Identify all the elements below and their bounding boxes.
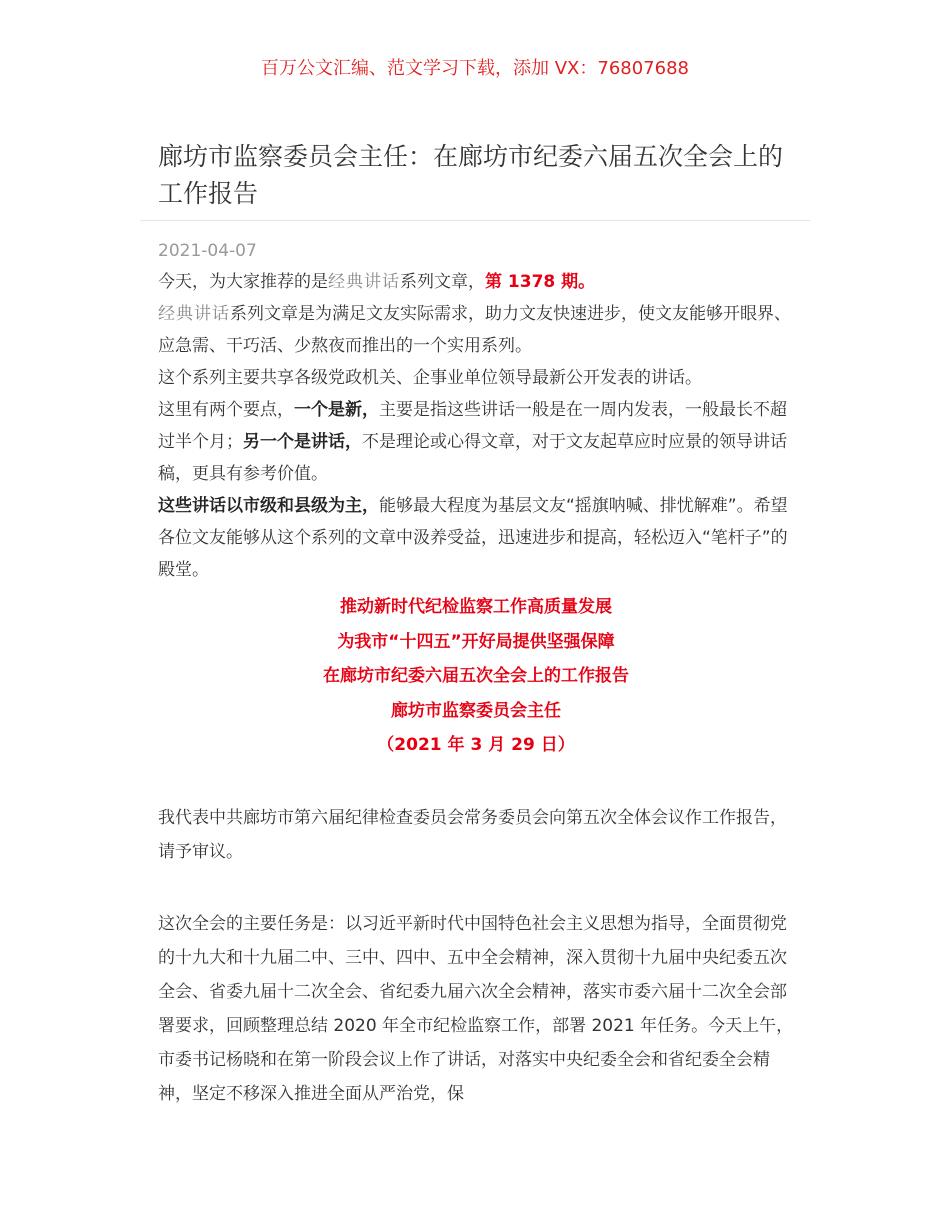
emphasis-text: 一个是新， <box>294 400 379 420</box>
article-title: 廊坊市监察委员会主任：在廊坊市纪委六届五次全会上的工作报告 <box>158 142 784 208</box>
spacer <box>158 763 794 801</box>
intro-paragraph-3: 这个系列主要共享各级党政机关、企事业单位领导最新公开发表的讲话。 <box>158 368 702 388</box>
emphasis-text: 这些讲话以市级和县级为主， <box>158 496 379 516</box>
report-headline-block <box>158 590 794 763</box>
issue-number: 第 1378 期。 <box>485 272 596 292</box>
series-name: 经典讲话 <box>158 304 230 324</box>
promo-banner: 百万公文汇编、范文学习下载，添加 VX：76807688 <box>261 58 689 79</box>
emphasis-text: 另一个是讲话， <box>243 432 362 452</box>
body-paragraph-2: 这次全会的主要任务是：以习近平新时代中国特色社会主义思想为指导，全面贯彻党的十九大和十九届二中、三中、四中、五中全会精神，深入贯彻十九届中央纪委五次全会、省委九届十二次全会、省纪委九届六次全会精神，落实市委六届十二次全会部署要求，回顾整理总结 2020 年全市纪检监察工作，部署 2021 年任务。今天上午，市委书记杨晓和在第一阶段会议上作了讲话，对落实中央纪委全会和省纪委全会精神，坚定不移深入推进全面从严治党，保 <box>158 913 794 1104</box>
intro-text: 不是理论或心得文章，对于文友起草应时应景的领导讲话稿，更具有参考价值。 <box>158 432 787 484</box>
headline-line-2: 为我市“十四五”开好局提供坚强保障 <box>337 631 615 652</box>
intro-text: 今天，为大家推荐的是 <box>158 272 328 292</box>
headline-line-3: 在廊坊市纪委六届五次全会上的工作报告 <box>323 666 629 686</box>
intro-text: 系列文章， <box>400 272 485 292</box>
intro-paragraph-5 <box>158 490 794 586</box>
intro-paragraph-1 <box>158 266 794 298</box>
headline-line-1: 推动新时代纪检监察工作高质量发展 <box>340 597 612 617</box>
intro-paragraph-4 <box>158 394 794 490</box>
intro-text: 主要是指这些讲话一般是在一周内发表，一般最长不超过半个月； <box>158 400 787 452</box>
headline-date: （2021 年 3 月 29 日） <box>377 735 575 755</box>
title-divider <box>140 220 810 221</box>
headline-author: 廊坊市监察委员会主任 <box>391 700 561 721</box>
article-date: 2021-04-07 <box>158 241 257 261</box>
series-name: 经典讲话 <box>328 272 400 292</box>
article-content <box>158 266 794 1111</box>
intro-text: 能够最大程度为基层文友“摇旗呐喊、排忧解难”。希望各位文友能够从这个系列的文章中汲养受益，迅速进步和提高，轻松迈入“笔杆子”的殿堂。 <box>158 496 788 580</box>
spacer <box>158 869 794 907</box>
intro-text: 这里有两个要点， <box>158 400 294 420</box>
intro-paragraph-2 <box>158 298 794 362</box>
intro-text: 系列文章是为满足文友实际需求，助力文友快速进步，使文友能够开眼界、应急需、干巧活、少熬夜而推出的一个实用系列。 <box>158 304 791 356</box>
body-paragraph-1: 我代表中共廊坊市第六届纪律检查委员会常务委员会向第五次全体会议作工作报告，请予审议。 <box>158 807 787 862</box>
